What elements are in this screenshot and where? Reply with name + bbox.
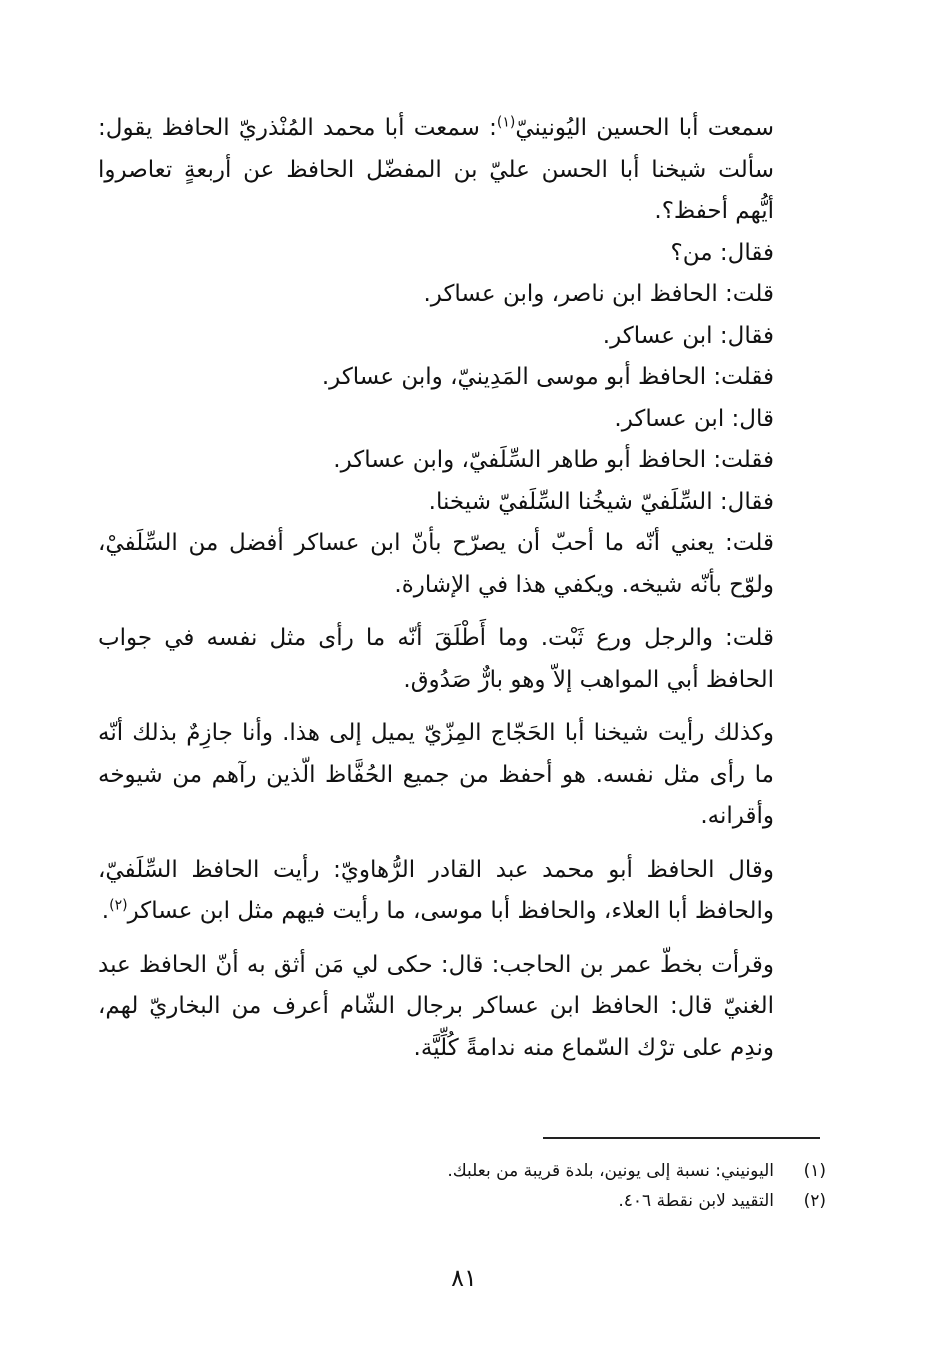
footnote-number: (١) <box>803 1161 826 1181</box>
dialogue-line: فقال: ابن عساكر. <box>602 322 774 349</box>
dialogue-line: فقلت: الحافظ أبو موسى المَدِينيّ، وابن عساكر. <box>321 364 774 390</box>
paragraph-1-text-b: : سمعت أبا محمد المُنْذريّ الحافظ يقول: سألت شيخنا أبا الحسن عليّ بن المفضّل الحافظ عن أربعةٍ تعاصروا أيُّهم أحفظ؟. <box>98 115 774 224</box>
footnotes <box>300 1156 826 1216</box>
page-number: ٨١ <box>451 1264 477 1292</box>
paragraph-5: وكذلك رأيت شيخنا أبا الحَجّاج المِزّيّ يميل إلى هذا. وأنا جازِمٌ بذلك أنّه ما رأى مثل نفسه. هو أحفظ من جميع الحُفَّاظ الّذين رآهم من شيوخه وأقرانه. <box>98 720 774 829</box>
footnote-text: اليونيني: نسبة إلى يونين، بلدة قريبة من بعلبك. <box>447 1161 774 1181</box>
dialogue-line: قلت: الحافظ ابن ناصر، وابن عساكر. <box>423 281 774 307</box>
dialogue-line: فقال: من؟ <box>670 239 774 266</box>
footnote-number: (٢) <box>803 1191 826 1211</box>
paragraph-7: وقرأت بخطّ عمر بن الحاجب: قال: حكى لي مَن أثق به أنّ الحافظ عبد الغنيّ قال: الحافظ ابن عساكر برجال الشّام أعرف من البخاريّ لهم، وندِم على ترْك السّماع منه ندامةً كُلِّيَّة. <box>98 951 774 1061</box>
paragraph-4: قلت: والرجل ورع ثَبْت. وما أَطْلَقَ أنّه ما رأى مثل نفسه في جواب الحافظ أبي المواهب إلاّ وهو بارٌّ صَدُوق. <box>98 625 774 693</box>
dialogue-line: قال: ابن عساكر. <box>614 405 774 432</box>
paragraph-3: قلت: يعني أنّه ما أحبّ أن يصرّح بأنّ ابن عساكر أفضل من السِّلَفيْ، ولوّح بأنّه شيخه. ويكفي هذا في الإشارة. <box>98 530 774 598</box>
main-text <box>98 108 820 1069</box>
paragraph-1-text-a: سمعت أبا الحسين اليُونينيّ <box>515 115 774 141</box>
paragraph-6-text-b: . <box>101 898 110 924</box>
dialogue-line: فقلت: الحافظ أبو طاهر السِّلَفيّ، وابن عساكر. <box>333 447 774 473</box>
footnote-ref-2[interactable]: (٢) <box>109 897 128 914</box>
dialogue-block <box>98 233 820 524</box>
paragraph-6 <box>98 850 820 933</box>
paragraph-6-text-a: وقال الحافظ أبو محمد عبد القادر الرُّهاويّ: رأيت الحافظ السِّلَفيّ، والحافظ أبا العلاء، والحافظ أبا موسى، ما رأيت فيهم مثل ابن عساكر <box>98 856 774 924</box>
footnote-ref-1[interactable]: (١) <box>496 114 516 131</box>
footnote-divider <box>543 1137 820 1139</box>
footnote-1 <box>300 1156 826 1186</box>
footnote-text: التقييد لابن نقطة ٤٠٦. <box>618 1191 774 1211</box>
dialogue-line: فقال: السِّلَفيّ شيخُنا السِّلَفيّ شيخنا. <box>428 488 774 515</box>
footnote-2 <box>300 1186 826 1216</box>
paragraph-1 <box>98 108 820 233</box>
